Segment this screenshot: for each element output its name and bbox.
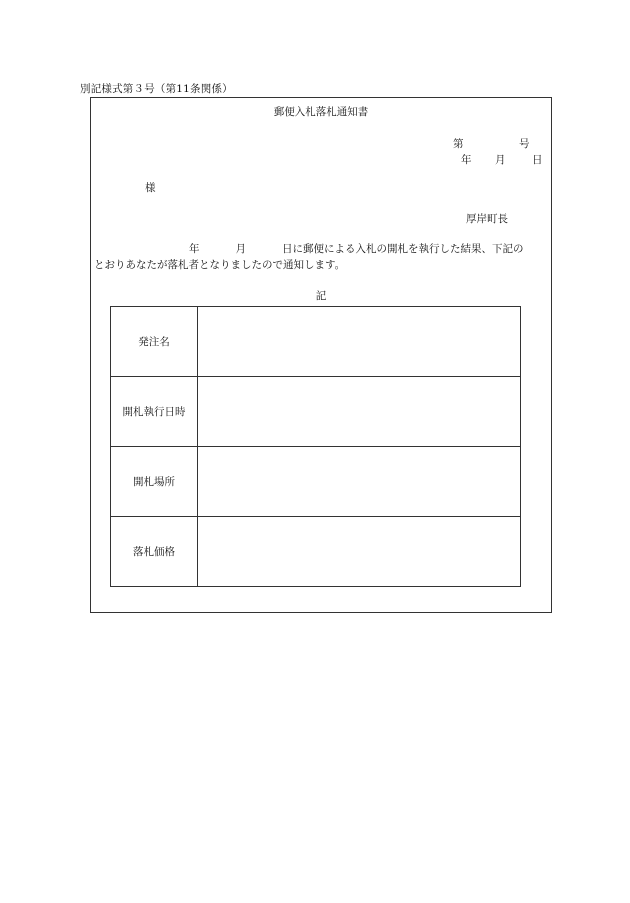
details-table (110, 306, 521, 587)
body-month-label: 月 (235, 243, 246, 255)
body-text-line-2: とおりあなたが落札者となりましたので通知します。 (94, 259, 346, 271)
table-row (111, 307, 521, 377)
table-row (111, 517, 521, 587)
date-month-label: 月 (495, 154, 506, 166)
body-year-label: 年 (189, 243, 200, 255)
notice-frame (90, 97, 552, 613)
table-row (111, 377, 521, 447)
document-number-prefix: 第 (453, 138, 464, 150)
ki-heading: 記 (315, 290, 327, 302)
date-day-label: 日 (532, 154, 543, 166)
row-label-opening-place: 開札場所 (111, 447, 198, 517)
table-row (111, 447, 521, 517)
row-value-opening-datetime[interactable] (198, 377, 521, 447)
row-value-opening-place[interactable] (198, 447, 521, 517)
row-value-winning-price[interactable] (198, 517, 521, 587)
row-value-order-name[interactable] (198, 307, 521, 377)
row-label-order-name: 発注名 (111, 307, 198, 377)
row-label-winning-price: 落札価格 (111, 517, 198, 587)
sender-name: 厚岸町長 (466, 213, 508, 225)
body-line-1-rest: 日に郵便による入札の開札を執行した結果、下記の (282, 243, 524, 255)
body-text-line-1 (189, 241, 524, 256)
addressee-suffix: 様 (145, 182, 156, 194)
document-title: 郵便入札落札通知書 (273, 106, 369, 118)
document-number-suffix: 号 (519, 138, 530, 150)
form-number-heading: 別記様式第３号（第11条関係） (80, 83, 233, 95)
row-label-opening-datetime: 開札執行日時 (111, 377, 198, 447)
date-year-label: 年 (461, 154, 472, 166)
